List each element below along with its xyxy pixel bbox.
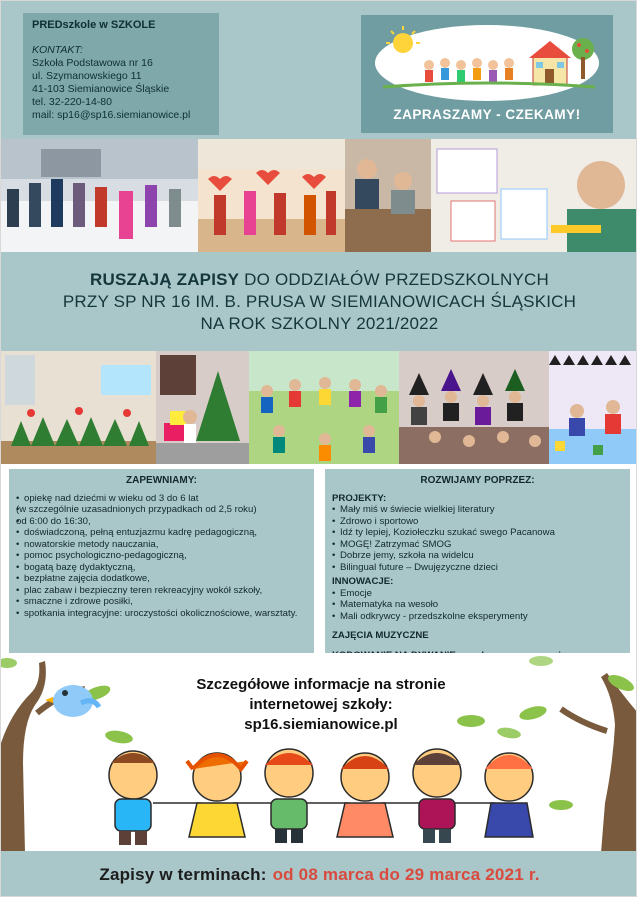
enrollment-footer bbox=[1, 851, 637, 897]
list-item: • Dobrze jemy, szkoła na widelcu bbox=[332, 550, 623, 562]
enrollment-label: Zapisy w terminach: bbox=[99, 864, 267, 884]
enrollment-dates: od 08 marca do 29 marca 2021 r. bbox=[272, 864, 540, 884]
contact-email[interactable]: mail: sp16@sp16.siemianowice.pl bbox=[32, 109, 191, 121]
contact-school: Szkoła Podstawowa nr 16 bbox=[32, 57, 153, 69]
list-item: • Emocje bbox=[332, 588, 623, 600]
contact-label: KONTAKT: bbox=[32, 44, 83, 56]
list-item: • bogatą bazę dydaktyczną, bbox=[16, 562, 307, 574]
contact-phone: tel. 32-220-14-80 bbox=[32, 96, 112, 108]
photo-classroom-play bbox=[549, 351, 637, 464]
list-item: • Zdrowo i sportowo bbox=[332, 516, 623, 528]
contact-title: PREDszkole w SZKOLE bbox=[32, 19, 156, 31]
website-info bbox=[151, 675, 491, 735]
headline-band bbox=[1, 252, 637, 351]
innovations-list bbox=[332, 588, 623, 623]
development-title: ROZWIJAMY POPRZEZ: bbox=[420, 475, 535, 486]
welcome-box bbox=[361, 15, 613, 133]
headline-line-3: NA ROK SZKOLNY 2021/2022 bbox=[200, 313, 439, 333]
development-box bbox=[325, 469, 630, 665]
list-item: • doświadczoną, pełną entuzjazmu kadrę pedagogiczną, bbox=[16, 527, 307, 539]
website-url[interactable]: sp16.siemianowice.pl bbox=[244, 716, 398, 733]
list-item: • opiekę nad dziećmi w wieku od 3 do 6 lat bbox=[16, 493, 307, 505]
kids-house-illustration bbox=[373, 21, 601, 103]
headline-rest: DO ODDZIAŁÓW PRZEDSZKOLNYCH bbox=[239, 269, 549, 289]
list-item: • plac zabaw i bezpieczny teren rekreacyjny wokół szkoły, bbox=[16, 585, 307, 597]
offer-list bbox=[16, 493, 307, 620]
photo-row-top bbox=[1, 139, 637, 252]
photo-row-middle bbox=[1, 351, 637, 464]
photo-gifts-tree bbox=[156, 351, 249, 464]
contact-city: 41-103 Siemianowice Śląskie bbox=[32, 83, 170, 95]
info-boxes bbox=[1, 464, 637, 669]
projects-label: PROJEKTY: bbox=[332, 492, 387, 504]
photo-witch-hats bbox=[399, 351, 549, 464]
welcome-text: ZAPRASZAMY - CZEKAMY! bbox=[393, 107, 581, 122]
photo-boy-drawing bbox=[431, 139, 637, 252]
list-item: • bezpłatne zajęcia dodatkowe, bbox=[16, 573, 307, 585]
offer-title: ZAPEWNIAMY: bbox=[126, 475, 197, 486]
photo-christmas-trees bbox=[1, 351, 156, 464]
headline-line-1 bbox=[90, 269, 549, 291]
projects-list bbox=[332, 504, 623, 573]
photo-circle-game bbox=[249, 351, 399, 464]
list-item: • spotkania integracyjne: uroczystości okolicznościowe, warsztaty. bbox=[16, 608, 307, 620]
offer-box bbox=[9, 469, 314, 659]
website-info-line-1: Szczegółowe informacje na stronie bbox=[196, 676, 446, 693]
list-item: • Bilingual future – Dwujęzyczne dzieci bbox=[332, 562, 623, 574]
headline-bold: RUSZAJĄ ZAPISY bbox=[90, 269, 240, 289]
photo-kids-table bbox=[345, 139, 431, 252]
innovations-label: INNOWACJE: bbox=[332, 576, 394, 587]
contact-box bbox=[23, 13, 219, 135]
list-item: • MOGĘ! Zatrzymać SMOG bbox=[332, 539, 623, 551]
list-item: • pomoc psychologiczno-pedagogiczną, bbox=[16, 550, 307, 562]
website-info-line-2: internetowej szkoły: bbox=[249, 696, 393, 713]
photo-winter-play bbox=[1, 139, 198, 252]
contact-street: ul. Szymanowskiego 11 bbox=[32, 70, 142, 82]
music-label: ZAJĘCIA MUZYCZNE bbox=[332, 630, 429, 641]
header-band bbox=[1, 1, 637, 139]
list-item: • (w szczególnie uzasadnionych przypadkach od 2,5 roku) bbox=[16, 504, 307, 516]
list-item: • Mały miś w świecie wielkiej literatury bbox=[332, 504, 623, 516]
list-item: • Matematyka na wesoło bbox=[332, 599, 623, 611]
headline-line-2: PRZY SP NR 16 IM. B. PRUSA W SIEMIANOWICACH ŚLĄSKICH bbox=[62, 291, 577, 311]
list-item: • od 6:00 do 16:30, bbox=[16, 516, 307, 528]
list-item: • nowatorskie metody nauczania, bbox=[16, 539, 307, 551]
list-item: • Idź ty lepiej, Koziołeczku szukać swego Pacanowa bbox=[332, 527, 623, 539]
list-item: • smaczne i zdrowe posiłki, bbox=[16, 596, 307, 608]
photo-hearts-dance bbox=[198, 139, 345, 252]
list-item: • Mali odkrywcy - przedszkolne eksperymenty bbox=[332, 611, 623, 623]
